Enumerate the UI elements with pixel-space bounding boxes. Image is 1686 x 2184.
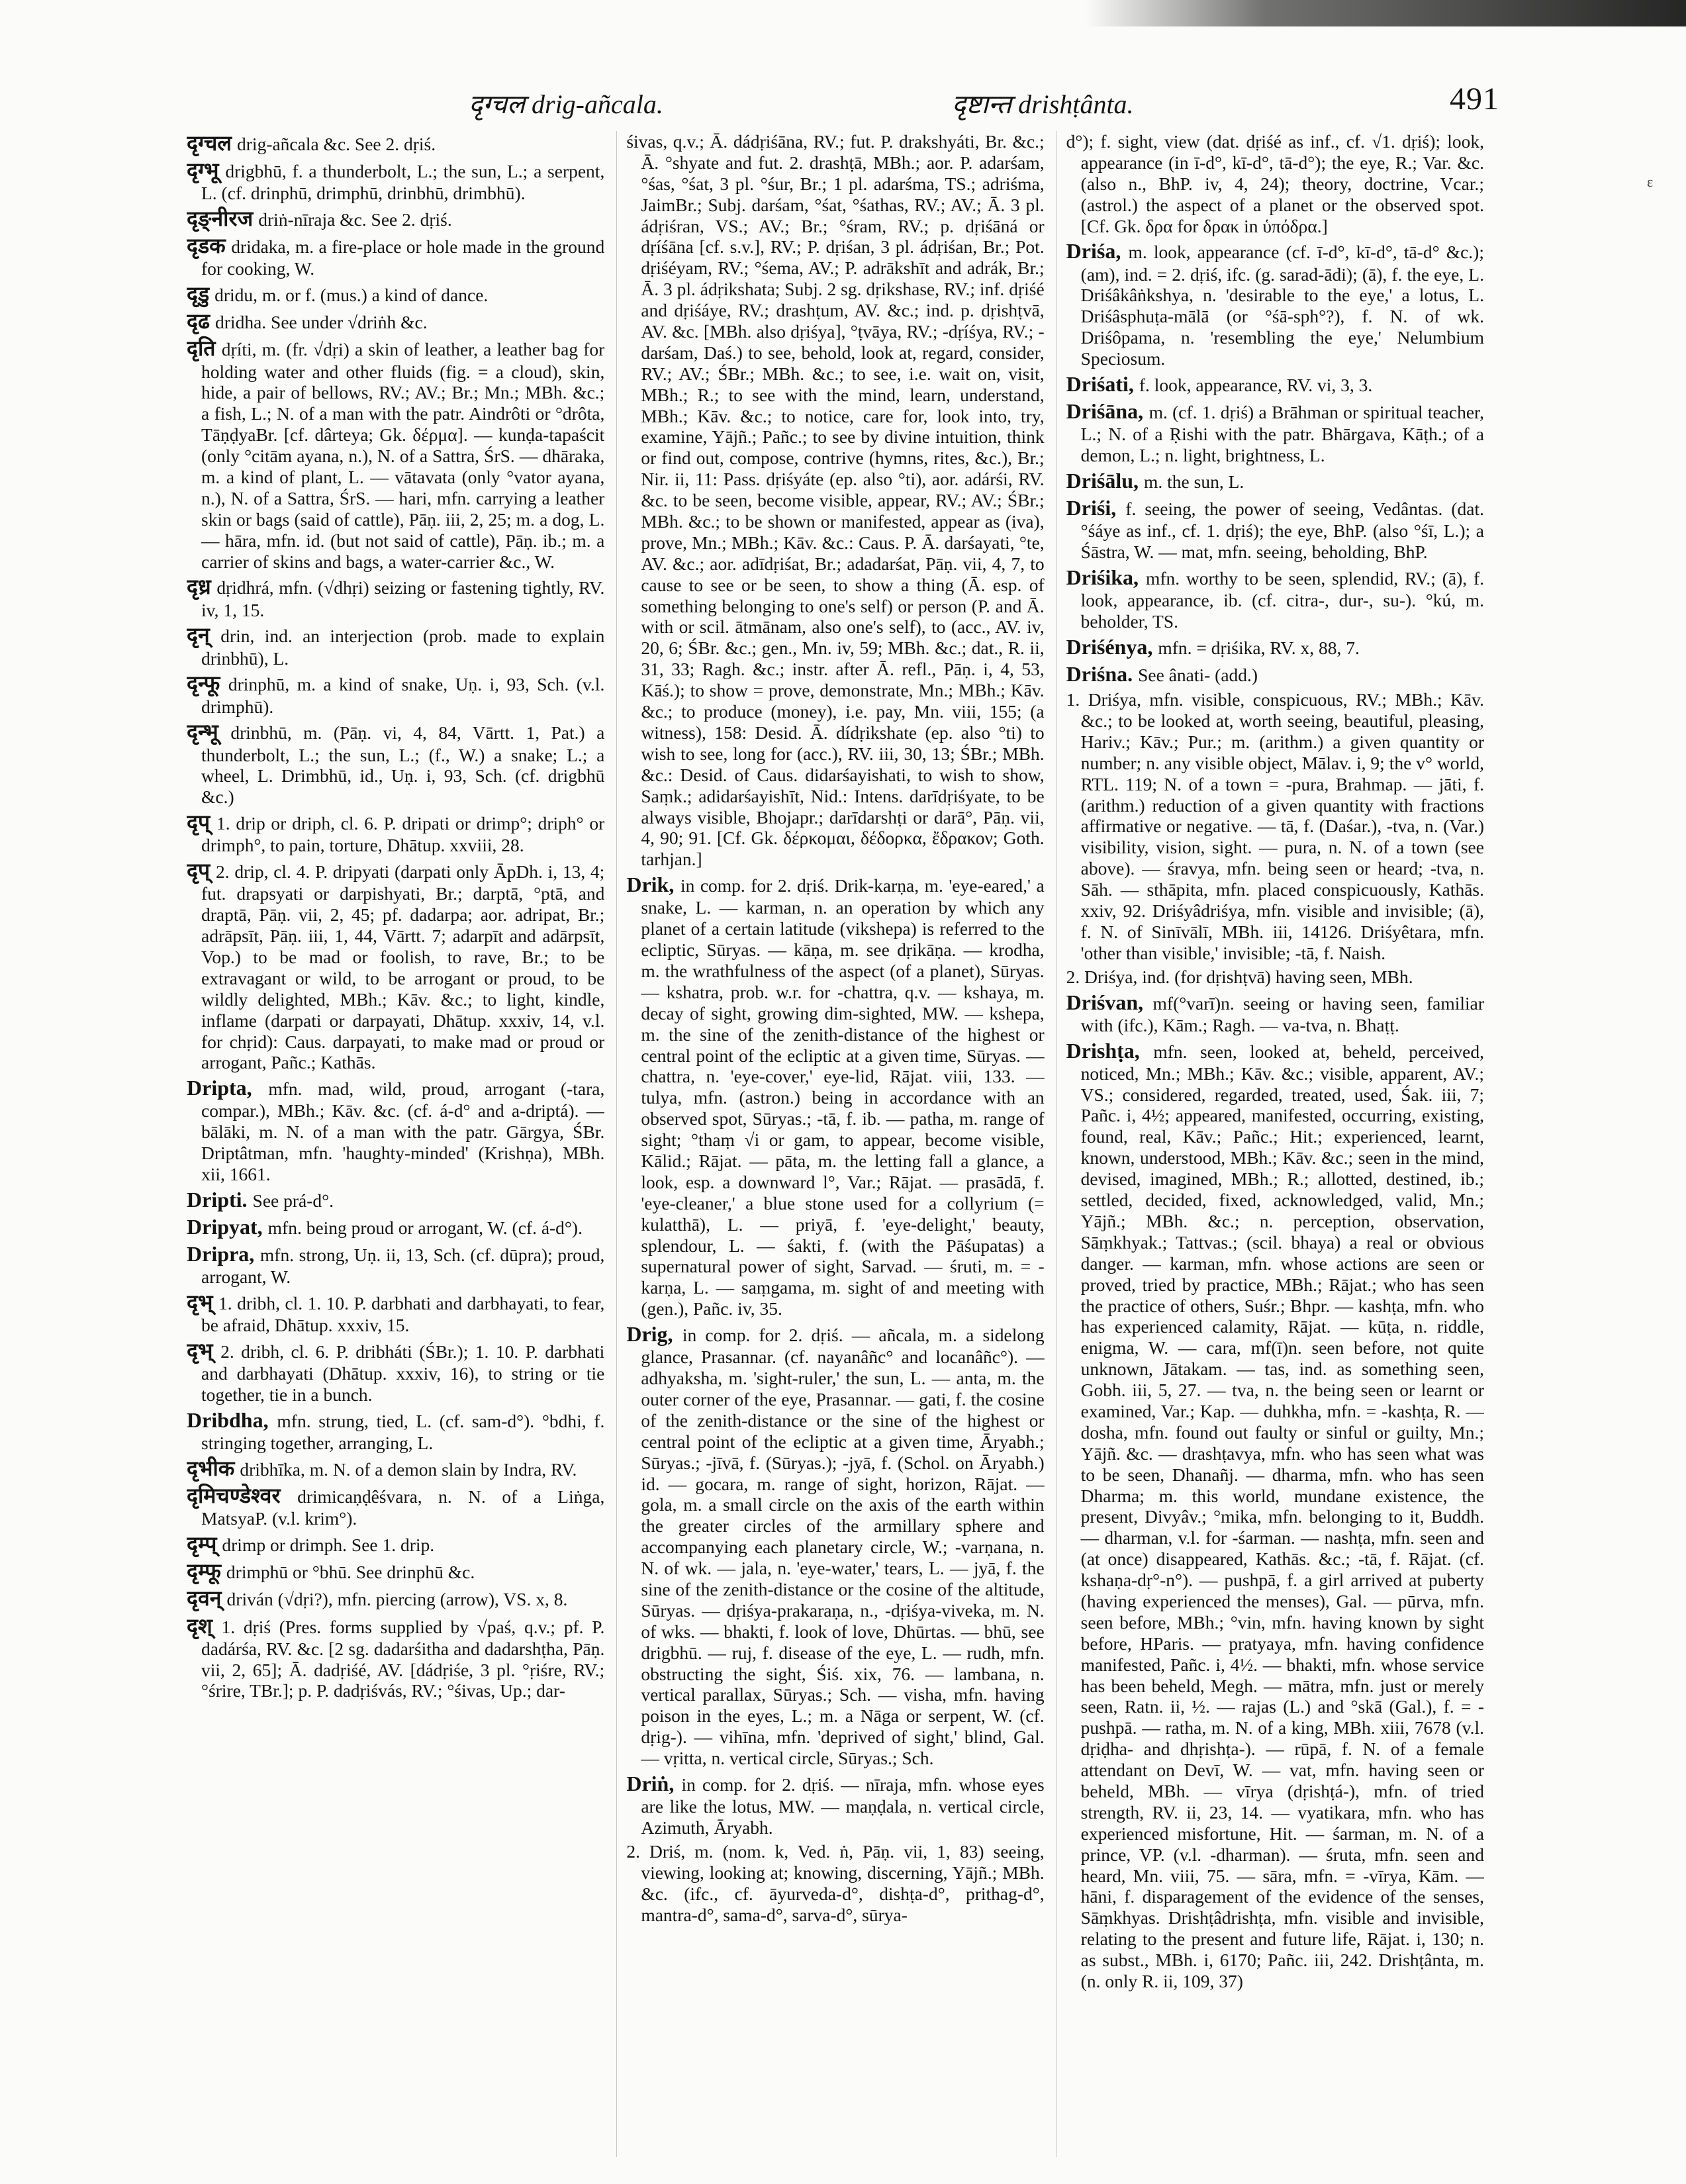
entry-headword: Driśika,	[1066, 565, 1146, 590]
dictionary-entry	[187, 575, 604, 620]
entry-headword: दृध्र	[187, 575, 217, 599]
entry-text: mfn. strung, tied, L. (cf. sam-d°). °bdhi, f. stringing together, arranging, L.	[201, 1411, 605, 1454]
entry-text: 2. Driśya, ind. (for dṛishṭvā) having seen, MBh.	[1066, 966, 1413, 987]
entry-text: 1. drip or driph, cl. 6. P. dripati or drimp°; driph° or drimph°, to pain, torture, Dhātup. xxviii, 28.	[201, 813, 605, 856]
entry-text: See prá-d°.	[252, 1190, 334, 1211]
dictionary-entry	[187, 671, 604, 717]
dictionary-entry	[187, 207, 604, 231]
entry-text: mfn. being proud or arrogant, W. (cf. á-d°).	[267, 1217, 583, 1239]
dictionary-entry	[187, 1559, 604, 1584]
entry-headword: दृमिचण्डेश्वर	[187, 1484, 298, 1508]
dictionary-entry	[187, 720, 604, 808]
entry-text: drin, ind. an interjection (prob. made to explain drinbhū), L.	[201, 626, 605, 669]
dictionary-entry	[626, 1841, 1044, 1926]
entry-text: See ânati- (add.)	[1138, 665, 1258, 686]
entry-text: 1. dribh, cl. 1. 10. P. darbhati and darbhayati, to fear, be afraid, Dhātup. xxxiv, 15.	[201, 1293, 605, 1336]
dictionary-entry	[187, 336, 604, 572]
entry-headword: Dripyat,	[187, 1215, 268, 1239]
entry-headword: दृम्फू	[187, 1559, 226, 1584]
dictionary-entry	[187, 1408, 604, 1454]
entry-headword: Dribdha,	[187, 1408, 277, 1433]
entry-headword: दृप्	[187, 859, 216, 883]
entry-headword: दृन्फू	[187, 671, 228, 696]
entry-headword: दृडु	[187, 282, 215, 307]
dictionary-entry	[187, 158, 604, 204]
entry-text: śivas, q.v.; Ā. dádṛiśāna, RV.; fut. P. drakshyáti, Br. &c.; Ā. °shyate and fut. 2. drashṭā, MBh.; aor. P. adarśam, °śas, °śat, 3 pl. °śur, Br.; 1 pl. adarśma, TS.; adriśma, JaimBr.; Subj. darśam, °śat, °śathas, RV.; AV.; Ā. 3 pl. ádṛiśran, VS.; AV.; Br.; °śram, RV.; p. dṛiśāná or dṛíśāna [cf. s.v.], RV.; P. dṛiśan, 3 pl. ádṛiśan, Br.; Pot. dṛiśéyam, RV.; °śema, AV.; P. adrākshīt and adrák, Br.; Ā. 3 pl. ádṛikshata; Subj. 2 sg. dṛikshase, RV.; inf. dṛiśé and dṛiśáye, RV.; drashṭum, AV. &c.; ind. p. dṛishṭvā, AV. &c. [MBh. also dṛiśya], °ṭvāya, RV.; -dṛíśya, RV.; -darśam, Daś.) to see, behold, look at, regard, consider, RV.; AV.; ŚBr.; MBh. &c.; to see, i.e. wait on, visit, MBh.; R.; to see with the mind, learn, understand, MBh.; Kāv. &c.; to notice, care for, look into, try, examine, Yājñ.; Pañc.; to see by divine intuition, think or find out, compose, contrive (hymns, rites, &c.), Br.; Nir. ii, 11: Pass. dṛiśyáte (ep. also °ti), aor. adárśi, RV. &c. to be seen, become visible, appear, RV.; AV.; ŚBr.; MBh. &c.; to be shown or manifested, appear as (iva), prove, Mn.; MBh.; Kāv. &c.: Caus. P. Ā. darśayati, °te, AV. &c.; aor. adīdṛiśat, Br.; adadarśat, Pāṇ. vii, 4, 7, to cause to see or be seen, to show a thing (Ā. esp. of something belonging to one's self) or person (P. and Ā. with or scil. ātmānam, also one's self), to (acc., AV. iv, 20, 6; ŚBr. &c.; gen., Mn. iv, 59; MBh. &c.; dat., R. ii, 31, 33; Ragh. &c.; instr. after Ā. refl., Pāṇ. i, 4, 53, Kāś.); to show = prove, demonstrate, Mn.; MBh.; Kāv. &c.; to produce (money), i.e. pay, Mn. viii, 155; (a witness), 158: Desid. Ā. dídṛikshate (ep. also °ti) to wish to see, long for (acc.), RV. iii, 30, 13; ŚBr.; MBh. &c.: Desid. of Caus. didarśayishati, to wish to show, Saṃk.; adidarśayishīt, Nid.: Intens. darīdṛiśyate, to be always visible, Bhojapr.; darīdarshṭi or darā°, Pāṇ. vii, 4, 90; 91. [Cf. Gk. δέρκομαι, δέδορκα, ἔδρακον; Goth. tarhjan.]	[626, 131, 1045, 870]
column-left	[187, 131, 604, 2157]
entry-text: dridha. See under √driṅh &c.	[215, 312, 428, 333]
entry-text: mfn. strong, Uṇ. ii, 13, Sch. (cf. dūpra); proud, arrogant, W.	[201, 1245, 605, 1288]
dictionary-entry	[626, 1322, 1044, 1769]
dictionary-entry	[187, 1586, 604, 1611]
entry-text: 1. Driśya, mfn. visible, conspicuous, RV.; MBh.; Kāv. &c.; to be looked at, worth seeing, beautiful, pleasing, Hariv.; Kāv.; Pur.; m. (arithm.) a given quantity or number; n. any visible object, Mālav. i, 9; the v° world, RTL. 119; N. of a town = -pura, Brahmap. — jāti, f. (arithm.) reduction of a given quantity with fractions affirmative or negative. — tā, f. (Daśar.), -tva, n. (Var.) visibility, vision, sight. — pura, n. N. of a town (see above). — śravya, mfn. being seen or heard; -tva, n. Sāh. — sthāpita, mfn. placed conspicuously, Kathās. xxiv, 92. Driśyâdriśya, mfn. visible and invisible; (ā), f. N. of Sinīvālī, MBh. iii, 14126. Driśyêtara, mfn. 'other than visible,' invisible; -tā, f. Naish.	[1066, 689, 1484, 963]
entry-headword: दृभ्	[187, 1290, 219, 1315]
dictionary-entry	[187, 282, 604, 307]
dictionary-entry	[187, 309, 604, 334]
entry-text: in comp. for 2. dṛiś. — nīraja, mfn. whose eyes are like the lotus, MW. — maṇḍala, n. vertical circle, Azimuth, Āryabh.	[641, 1774, 1045, 1838]
dictionary-entry	[187, 1532, 604, 1556]
entry-text: drimphū or °bhū. See drinphū &c.	[226, 1562, 475, 1583]
dictionary-entry	[1066, 565, 1484, 632]
entry-headword: Driśa,	[1066, 239, 1129, 263]
entry-text: mfn. = dṛiśika, RV. x, 88, 7.	[1158, 637, 1360, 658]
entry-text: m. (cf. 1. dṛiś) a Brāhman or spiritual teacher, L.; N. of a Ṛishi with the patr. Bhārgava, Kāṭh.; of a demon, L.; n. light, brightness, L.	[1080, 402, 1484, 466]
entry-headword: दृभ्	[187, 1339, 221, 1363]
entry-headword: दृढ	[187, 309, 216, 334]
dictionary-entry	[187, 859, 604, 1073]
entry-headword: Drik,	[626, 873, 680, 897]
entry-headword: दृति	[187, 336, 222, 361]
entry-text: m. look, appearance (cf. ī-d°, kī-d°, tā-d° &c.); (am), ind. = 2. dṛiś, ifc. (g. sarad-ādi); (ā), f. the eye, L. Driśâkâṅkshya, n. 'desirable to the eye,' a lotus, L. Driśâsphuṭa-mālā (or °śā-sph°?), f. N. of wk. Driśôpama, n. 'resembling the eye,' Nelumbium Speciosum.	[1080, 242, 1484, 369]
entry-headword: दृन्भू	[187, 720, 231, 744]
dictionary-entry	[1066, 689, 1484, 964]
header-right-catchword: दृष्टान्त drishṭânta.	[952, 89, 1134, 119]
entry-text: mf(°varī)n. seeing or having seen, familiar with (ifc.), Kām.; Ragh. — va-tva, n. Bhaṭṭ.	[1080, 992, 1484, 1035]
entry-headword: दृभीक	[187, 1456, 240, 1481]
dictionary-entry	[1066, 372, 1484, 397]
entry-text: in comp. for 2. dṛiś. Drik-karṇa, m. 'eye-eared,' a snake, L. — karman, n. an operation by which any planet of a certain latitude (vikshepa) is referred to the ecliptic, Sūryas. — kāṇa, m. see dṛikāṇa. — krodha, m. the wrathfulness of the aspect (of a planet), Sūryas. — kshatra, prob. w.r. for -chattra, q.v. — kshaya, m. decay of sight, growing dim-sighted, MW. — kshepa, m. the sine of the zenith-distance of the highest or central point of the ecliptic at a given time, Sūryas. — chattra, n. 'eye-cover,' eye-lid, Rājat. viii, 133. — tulya, mfn. (astron.) being in accordance with an observed spot, Sūryas.; -tā, f. ib. — patha, m. range of sight; °thaṃ √i or gam, to appear, become visible, Kālid.; Rājat. — pāta, m. the letting fall a glance, a look, esp. a downward l°, Var.; Rājat. — prasādā, f. 'eye-cleaner,' a blue stone used for a collyrium (= kulatthā), L. — priyā, f. 'eye-delight,' beauty, splendour, L. — śakti, f. (with the Pāśupatas) a supernatural power of sight, Sarvad. — śruti, m. = -karṇa, L. — saṃgama, m. sight of and meeting with (gen.), Pañc. iv, 35.	[641, 875, 1045, 1319]
entry-headword: दृवन्	[187, 1586, 227, 1611]
dictionary-entry	[187, 1484, 604, 1529]
entry-headword: दृप्	[187, 810, 217, 835]
entry-text: mfn. seen, looked at, beheld, perceived, noticed, Mn.; MBh.; Kāv. &c.; visible, apparent, AV.; VS.; considered, regarded, treated, used, Śak. iii, 7; Pañc. i, 4½; appeared, manifested, occurring, existing, found, real, Kāv.; Pañc.; Hit.; experienced, learnt, known, understood, MBh.; Kāv. &c.; seen in the mind, devised, imagined, MBh.; R.; allotted, destined, ib.; settled, decided, fixed, acknowledged, valid, Mn.; Yājñ.; MBh. &c.; n. perception, observation, Sāṃkhyak.; Tattvas.; (scil. bhaya) a real or obvious danger. — karman, mfn. whose actions are seen or proved, tried by practice, MBh.; Rājat.; who has seen the practice of others, Suśr.; Bhpr. — kashṭa, mfn. who has experienced calamity, Rājat. — kūṭa, n. riddle, enigma, W. — cara, mf(ī)n. seen before, not quite unknown, Jātakam. — tas, ind. as something seen, Gobh. iii, 5, 27. — tva, n. the being seen or learnt or examined, Var.; Kap. — duhkha, mfn. = -kashṭa, R. — dosha, mfn. found out faulty or sinful or guilty, Mn.; Yājñ. &c. — drashṭavya, mfn. who has seen what was to be seen, Dhanañj. — dharma, mfn. who has seen Dharma; m. this world, mundane existence, the present, Divyâv.; °mika, mfn. belonging to it, Buddh. — dharman, v.l. for -śarman. — nashṭa, mfn. seen and (at once) disappeared, Kathās. &c.; -tā, f. Rājat. (cf. kshaṇa-dṛ°-n°). — pushpā, f. a girl arrived at puberty (having experienced the menses), Gal. — pūrva, mfn. seen before, MBh.; °vin, mfn. having known by sight before, HParis. — pratyaya, mfn. having confidence manifested, Pañc. i, 4½. — bhakti, mfn. whose service has been beheld, Megh. — mātra, mfn. just or merely seen, Ratn. ii, ½. — rajas (L.) and °skā (Gal.), f. = -pushpā. — ratha, m. N. of a king, MBh. xiii, 7678 (v.l. dṛiḍha- and dhṛishṭa-). — rūpā, f. N. of a female attendant on Devī, W. — vat, mfn. having seen or beheld, MBh. — vīrya (dṛishṭá-), mfn. of tried strength, RV. ii, 23, 14. — vyatikara, mfn. who has experienced misfortune, Hit. — śarman, m. N. of a prince, VP. (v.l. -dharman). — śruta, mfn. seen and heard, Mn. viii, 75. — sāra, mfn. = -vīrya, Kām. — hāni, f. disparagement of the evidence of the senses, Sāṃkhyas. Drishṭâdrishṭa, mfn. visible and invisible, relating to the present and future life, Rājat. i, 130; n. as subst., MBh. i, 6170; Pañc. iii, 242. Drishṭânta, m. (n. only R. ii, 109, 37)	[1080, 1041, 1484, 1991]
entry-headword: Driśvan,	[1066, 990, 1153, 1014]
entry-headword: Driśna.	[1066, 662, 1139, 687]
entry-text: f. look, appearance, RV. vi, 3, 3.	[1139, 375, 1373, 396]
entry-text: drimicaṇḍêśvara, n. N. of a Liṅga, MatsyaP. (v.l. krim°).	[201, 1486, 605, 1529]
dictionary-entry	[187, 810, 604, 856]
dictionary-entry	[1066, 496, 1484, 563]
entry-headword: Driśāna,	[1066, 399, 1149, 424]
column-right	[1056, 131, 1484, 2157]
dictionary-entry	[626, 131, 1044, 870]
dictionary-entry	[1066, 1039, 1484, 1992]
entry-headword: दृम्प्	[187, 1532, 222, 1556]
entry-text: f. seeing, the power of seeing, Vedântas. (dat. °śáye as inf., cf. 1. dṛiś); the eye, BhP. (also °śī, L.); a Śāstra, W. — mat, mfn. seeing, beholding, BhP.	[1080, 499, 1484, 563]
margin-mark: ɛ	[1647, 173, 1654, 190]
entry-text: d°); f. sight, view (dat. dṛiśé as inf., cf. √1. dṛiś); look, appearance (in ī-d°, kī-d°, tā-d°); the eye, R.; Var. &c. (also n., BhP. iv, 4, 24); theory, doctrine, Vcar.; (astrol.) the aspect of a planet or the observed spot. [Cf. Gk. δρα for δρακ in ὑπόδρα.]	[1066, 131, 1484, 236]
header-left-catchword: दृग्चल drig-añcala.	[469, 89, 663, 119]
entry-text: dridu, m. or f. (mus.) a kind of dance.	[214, 285, 489, 306]
dictionary-entry	[1066, 635, 1484, 659]
entry-text: driṅ-nīraja &c. See 2. dṛiś.	[258, 209, 452, 230]
dictionary-entry	[1066, 131, 1484, 236]
entry-headword: दृडक	[187, 234, 232, 258]
entry-text: mfn. worthy to be seen, splendid, RV.; (ā), f. look, appearance, ib. (cf. citra-, dur-, su-). °kú, m. beholder, TS.	[1080, 568, 1484, 632]
dictionary-entry	[626, 1772, 1044, 1838]
dictionary-entry	[187, 1614, 604, 1702]
dictionary-entry	[187, 1456, 604, 1481]
entry-headword: Dripti.	[187, 1188, 253, 1212]
entry-headword: Dripta,	[187, 1076, 269, 1100]
page-number: 491	[1450, 81, 1499, 117]
entry-headword: Driśālu,	[1066, 469, 1144, 493]
entry-headword: दृन्	[187, 623, 221, 647]
entry-headword: दृश्	[187, 1613, 222, 1638]
entry-headword: Driśénya,	[1066, 634, 1158, 659]
entry-text: drig-añcala &c. See 2. dṛiś.	[237, 134, 436, 154]
entry-text: driván (√dṛi?), mfn. piercing (arrow), VS. x, 8.	[226, 1589, 568, 1610]
column-middle	[616, 131, 1044, 2157]
dictionary-entry	[1066, 469, 1484, 493]
entry-text: mfn. mad, wild, proud, arrogant (-tara, compar.), MBh.; Kāv. &c. (cf. á-d° and a-driptá). — bālāki, m. N. of a man with the patr. Gārgya, ŚBr. Driptâtman, mfn. 'haughty-minded' (Krishṇa), MBh. xii, 1661.	[201, 1078, 605, 1185]
entry-text: drinphū, m. a kind of snake, Uṇ. i, 93, Sch. (v.l. drimphū).	[201, 674, 605, 717]
text-columns	[187, 131, 1484, 2157]
entry-headword: Dripra,	[187, 1242, 260, 1266]
entry-headword: Driśati,	[1066, 372, 1139, 397]
entry-text: in comp. for 2. dṛiś. — añcala, m. a sidelong glance, Prasannar. (cf. nayanâñc° and locanâñc°). — adhyaksha, m. 'sight-ruler,' the sun, L. — anta, m. the outer corner of the eye, Prasannar. — gati, f. the cosine of the zenith-distance or the sine of the highest or central point of the ecliptic at a given time, Āryabh.; Sūryas.; -jīvā, f. (Sūryas.); -jyā, f. (Schol. on Āryabh.) id. — gocara, m. range of sight, horizon, Rājat. — gola, m. a small circle on the axis of the earth within the greater circles of the armillary sphere and accompanying each planetary circle, W.; -varṇana, n. N. of wk. — jala, n. 'eye-water,' tears, L. — jyā, f. the sine of the zenith-distance or the cosine of the altitude, Sūryas. — dṛiśya-prakaraṇa, n., -dṛiśya-viveka, m. N. of wks. — bhakti, f. look of love, Dhūrtas. — bhū, see drigbhū. — ruj, f. disease of the eye, L. — rudh, mfn. obstructing the sight, Śiś. xix, 76. — lambana, n. vertical parallax, Sūryas.; Sch. — visha, mfn. having poison in the eyes, L.; m. a Nāga or serpent, W. (cf. dṛig-). — vihīna, mfn. 'deprived of sight,' blind, Gal. — vṛitta, n. vertical circle, Sūryas.; Sch.	[641, 1325, 1045, 1769]
dictionary-entry	[626, 873, 1044, 1319]
dictionary-entry	[1066, 662, 1484, 687]
dictionary-entry	[1066, 990, 1484, 1036]
dictionary-entry	[1066, 239, 1484, 369]
entry-text: dribhīka, m. N. of a demon slain by Indra, RV.	[240, 1459, 577, 1480]
dictionary-entry	[187, 1215, 604, 1239]
dictionary-entry	[187, 234, 604, 279]
entry-text: drimp or drimph. See 1. drip.	[222, 1535, 435, 1556]
entry-text: 2. Driś, m. (nom. k, Ved. ṅ, Pāṇ. vii, 1, 83) seeing, viewing, looking at; knowing, discerning, Yājñ.; MBh. &c. (ifc., cf. āyurveda-d°, dishṭa-d°, prithag-d°, mantra-d°, sama-d°, sarva-d°, sūrya-	[626, 1840, 1045, 1925]
entry-headword: दृग्चल	[187, 131, 238, 155]
entry-text: 2. drip, cl. 4. P. dripyati (darpati only ĀpDh. i, 13, 4; fut. drapsyati or darpishyati, Br.; darptā, °ptā, and draptā, Pāṇ. vii, 2, 45; pf. dadarpa; aor. adripat, Br.; adrāpsīt, Pāṇ. iii, 1, 44, Vārtt. 7; adarpīt and adārpsīt, Vop.) to be mad or foolish, to rave, Br.; to be extravagant or wild, to be arrogant or proud, to be wildly delighted, MBh.; Kāv. &c.; to light, kindle, inflame (darpati or darpayati, Dhātup. xxxiv, 14, v.l. for chṛid): Caus. darpayati, to make mad or proud or arrogant, Pañc.; Kathās.	[201, 861, 605, 1073]
dictionary-entry	[187, 1076, 604, 1185]
dictionary-entry	[187, 623, 604, 669]
entry-text: drigbhū, f. a thunderbolt, L.; the sun, L.; a serpent, L. (cf. drinphū, drimphū, drinbhū, drimbhū).	[201, 161, 605, 204]
dictionary-entry	[1066, 967, 1484, 988]
entry-headword: Driśi,	[1066, 496, 1126, 520]
entry-headword: Drishṭa,	[1066, 1038, 1154, 1063]
entry-text: 2. dribh, cl. 6. P. dribháti (ŚBr.); 1. 10. P. darbhati and darbhayati (Dhātup. xxxiv, 16), to string or tie together, tie in a bunch.	[201, 1341, 605, 1405]
entry-text: m. the sun, L.	[1144, 471, 1244, 493]
entry-headword: दृङ्नीरज	[187, 207, 259, 231]
entry-headword: Driṅ,	[626, 1772, 682, 1796]
dictionary-entry	[187, 1339, 604, 1405]
entry-text: dridaka, m. a fire-place or hole made in the ground for cooking, W.	[201, 236, 605, 279]
dictionary-entry	[187, 1290, 604, 1336]
entry-text: drinbhū, m. (Pāṇ. vi, 4, 84, Vārtt. 1, Pat.) a thunderbolt, L.; the sun, L.; (f., W.) a snake; L.; a wheel, L. Drimbhū, id., Uṇ. i, 93, Sch. (cf. drigbhū &c.)	[201, 722, 605, 808]
dictionary-entry	[187, 131, 604, 156]
running-header	[179, 71, 1503, 124]
entry-headword: दृग्भू	[187, 158, 226, 183]
dictionary-entry	[187, 1188, 604, 1212]
entry-headword: Drig,	[626, 1322, 682, 1347]
dictionary-entry	[1066, 399, 1484, 466]
scan-edge-shadow	[1086, 0, 1686, 26]
entry-text: 1. dṛiś (Pres. forms supplied by √paś, q.v.; pf. P. dadárśa, RV. &c. [2 sg. dadarśitha and dadarshṭha, Pāṇ. vii, 2, 65]; Ā. dadṛiśé, AV. [dádṛiśe, 3 pl. °ṛiśre, RV.; °śrire, TBr.]; p. P. dadṛiśvás, RV.; °śivas, Up.; dar-	[201, 1616, 605, 1701]
entry-text: dṛíti, m. (fr. √dṛi) a skin of leather, a leather bag for holding water and other fluids (fig. = a cloud), skin, hide, a pair of bellows, RV.; AV.; Br.; Mn.; MBh. &c.; a fish, L.; N. of a man with the patr. Aindrôti or °drôta, TāṇḍyaBr. [cf. dârteya; Gk. δέρμα]. — kunḍa-tapaścit (only °citām ayana, n.), N. of a Sattra, ŚrS. — dhāraka, m. a kind of plant, L. — vātavata (only °vator ayana, n.), N. of a Sattra, ŚrS. — hari, mfn. carrying a leather skin or bags (said of cattle), Pāṇ. iii, 2, 25; m. a dog, L. — hāra, mfn. id. (but not said of cattle), Pāṇ. ib.; m. a carrier of skins and bags, a water-carrier &c., W.	[201, 339, 605, 572]
dictionary-entry	[187, 1242, 604, 1288]
entry-text: dṛidhrá, mfn. (√dhṛi) seizing or fastening tightly, RV. iv, 1, 15.	[201, 577, 605, 620]
